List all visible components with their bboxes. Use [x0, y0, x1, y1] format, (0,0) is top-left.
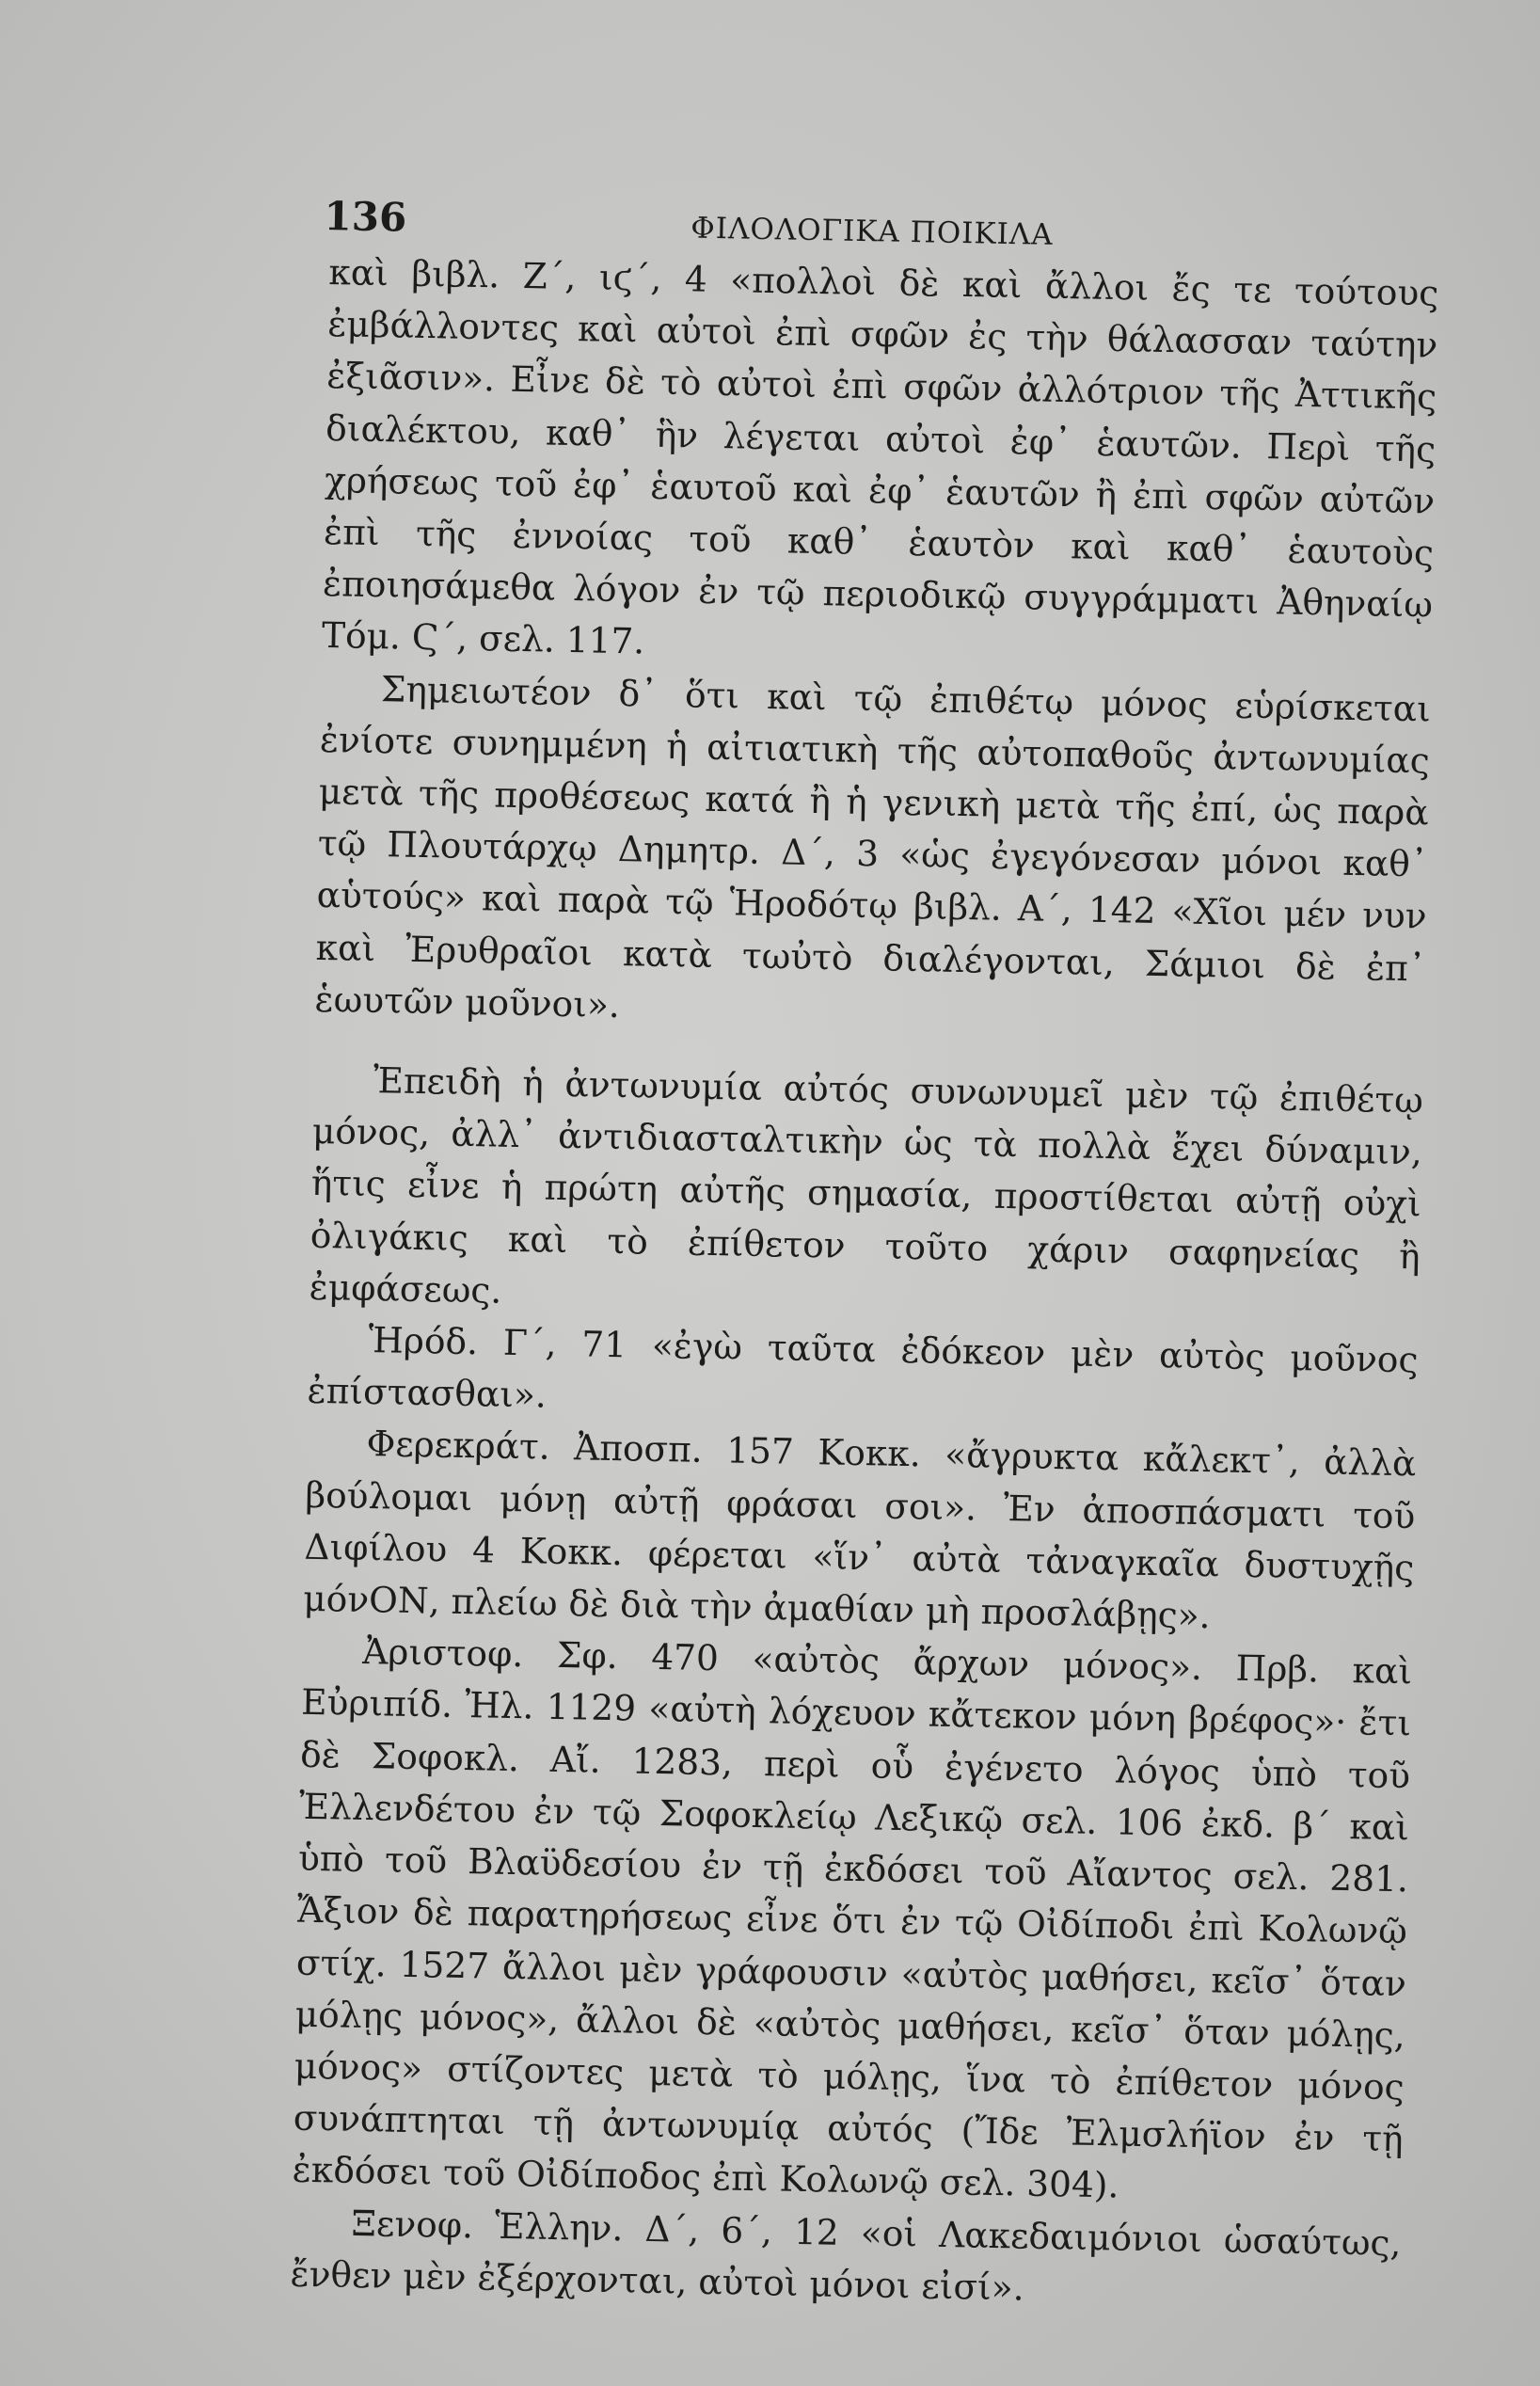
- paragraph-2: Σημειωτέον δ᾽ ὅτι καὶ τῷ ἐπιθέτῳ μόνος εὑρίσκεται ἐνίοτε συνημμένη ἡ αἰτιατικὴ τῆς αὐτοπαθοῦς ἀντωνυμίας μετὰ τῆς προθέσεως κατά ἢ ἡ γενικὴ μετὰ τῆς ἐπί, ὡς παρὰ τῷ Πλουτάρχῳ Δημητρ. Δ΄, 3 «ὡς ἐγεγόνεσαν μόνοι καθ᾽ αὑτούς» καὶ παρὰ τῷ Ἡροδότῳ βιβλ. Α΄, 142 «Χῖοι μέν νυν καὶ Ἐρυθραῖοι κατὰ τωὐτὸ διαλέγονται, Σάμιοι δὲ ἐπ᾽ ἑωυτῶν μοῦνοι».: [314, 667, 1432, 1026]
- paragraph-6: Ἀριστοφ. Σφ. 470 «αὐτὸς ἄρχων μόνος». Πρβ. καὶ Εὐριπίδ. Ἠλ. 1129 «αὐτὴ λόχευον κἄτεκον μόνη βρέφος»· ἔτι δὲ Σοφοκλ. Αἴ. 1283, περὶ οὗ ἐγένετο λόγος ὑπὸ τοῦ Ἐλλενδέτου ἐν τῷ Σοφοκλείῳ Λεξικῷ σελ. 106 ἐκδ. β΄ καὶ ὑπὸ τοῦ Βλαϋδεσίου ἐν τῇ ἐκδόσει τοῦ Αἴαντος σελ. 281. Ἄξιον δὲ παρατηρήσεως εἶνε ὅτι ἐν τῷ Οἰδίποδι ἐπὶ Κολωνῷ στίχ. 1527 ἄλλοι μὲν γράφουσιν «αὐτὸς μαθήσει, κεῖσ᾽ ὅταν μόλῃς μόνος», ἄλλοι δὲ «αὐτὸς μαθήσει, κεῖσ᾽ ὅταν μόλῃς, μόνος» στίζοντες μετὰ τὸ μόλῃς, ἵνα τὸ ἐπίθετον μόνος συνάπτηται τῇ ἀντωνυμίᾳ αὐτός (Ἴδε Ἐλμσλήϊον ἐν τῇ ἐκδόσει τοῦ Οἰδίποδος ἐπὶ Κολωνῷ σελ. 304).: [292, 1630, 1413, 2206]
- running-title: ΦΙΛΟΛΟΓΙΚΑ ΠΟΙΚΙΛΑ: [691, 211, 1054, 252]
- page-number: 136: [324, 193, 407, 241]
- paragraph-5: Φερεκράτ. Ἀποσπ. 157 Κοκκ. «ἄγρυκτα κἄλεκτ᾽, ἀλλὰ βούλομαι μόνῃ αὐτῇ φράσαι σοι». Ἐν ἀποσπάσματι τοῦ Διφίλου 4 Κοκκ. φέρεται «ἵν᾽ αὐτὰ τἀναγκαῖα δυστυχῇς μόνΟΝ, πλείω δὲ διὰ τὴν ἀμαθίαν μὴ προσλάβῃς».: [302, 1423, 1417, 1637]
- paragraph-7: Ξενοφ. Ἑλλην. Δ΄, 6΄, 12 «οἱ Λακεδαιμόνιοι ὡσαύτως, ἔνθεν μὲν ἐξέρχονται, αὐτοὶ μόνοι εἰσί».: [290, 2202, 1402, 2309]
- paragraph-4: Ἡρόδ. Γ΄, 71 «ἐγὼ ταῦτα ἐδόκεον μὲν αὐτὸς μοῦνος ἐπίστασθαι».: [307, 1319, 1419, 1416]
- paragraph-1: καὶ βιβλ. Ζ΄, ιϛ΄, 4 «πολλοὶ δὲ καὶ ἄλλοι ἔς τε τούτους ἐμβάλλοντες καὶ αὐτοὶ ἐπὶ σφῶν ἐς τὴν θάλασσαν ταύτην ἐξιᾶσιν». Εἶνε δὲ τὸ αὐτοὶ ἐπὶ σφῶν ἀλλότριον τῆς Ἀττικῆς διαλέκτου, καθ᾽ ἣν λέγεται αὐτοὶ ἐφ᾽ ἑαυτῶν. Περὶ τῆς χρήσεως τοῦ ἐφ᾽ ἑαυτοῦ καὶ ἐφ᾽ ἑαυτῶν ἢ ἐπὶ σφῶν αὐτῶν ἐπὶ τῆς ἐννοίας τοῦ καθ᾽ ἑαυτὸν καὶ καθ᾽ ἑαυτοὺς ἐποιησάμεθα λόγον ἐν τῷ περιοδικῷ συγγράμματι Ἀθηναίῳ Τόμ. Ϛ΄, σελ. 117.: [321, 250, 1439, 662]
- paragraph-3: Ἐπειδὴ ἡ ἀντωνυμία αὐτός συνωνυμεῖ μὲν τῷ ἐπιθέτῳ μόνος, ἀλλ᾽ ἀντιδιασταλτικὴν ὡς τὰ πολλὰ ἔχει δύναμιν, ἥτις εἶνε ἡ πρώτη αὐτῆς σημασία, προστίθεται αὐτῇ οὐχὶ ὀλιγάκις καὶ τὸ ἐπίθετον τοῦτο χάριν σαφηνείας ἢ ἐμφάσεως.: [309, 1059, 1424, 1312]
- body-text: [290, 247, 1439, 2321]
